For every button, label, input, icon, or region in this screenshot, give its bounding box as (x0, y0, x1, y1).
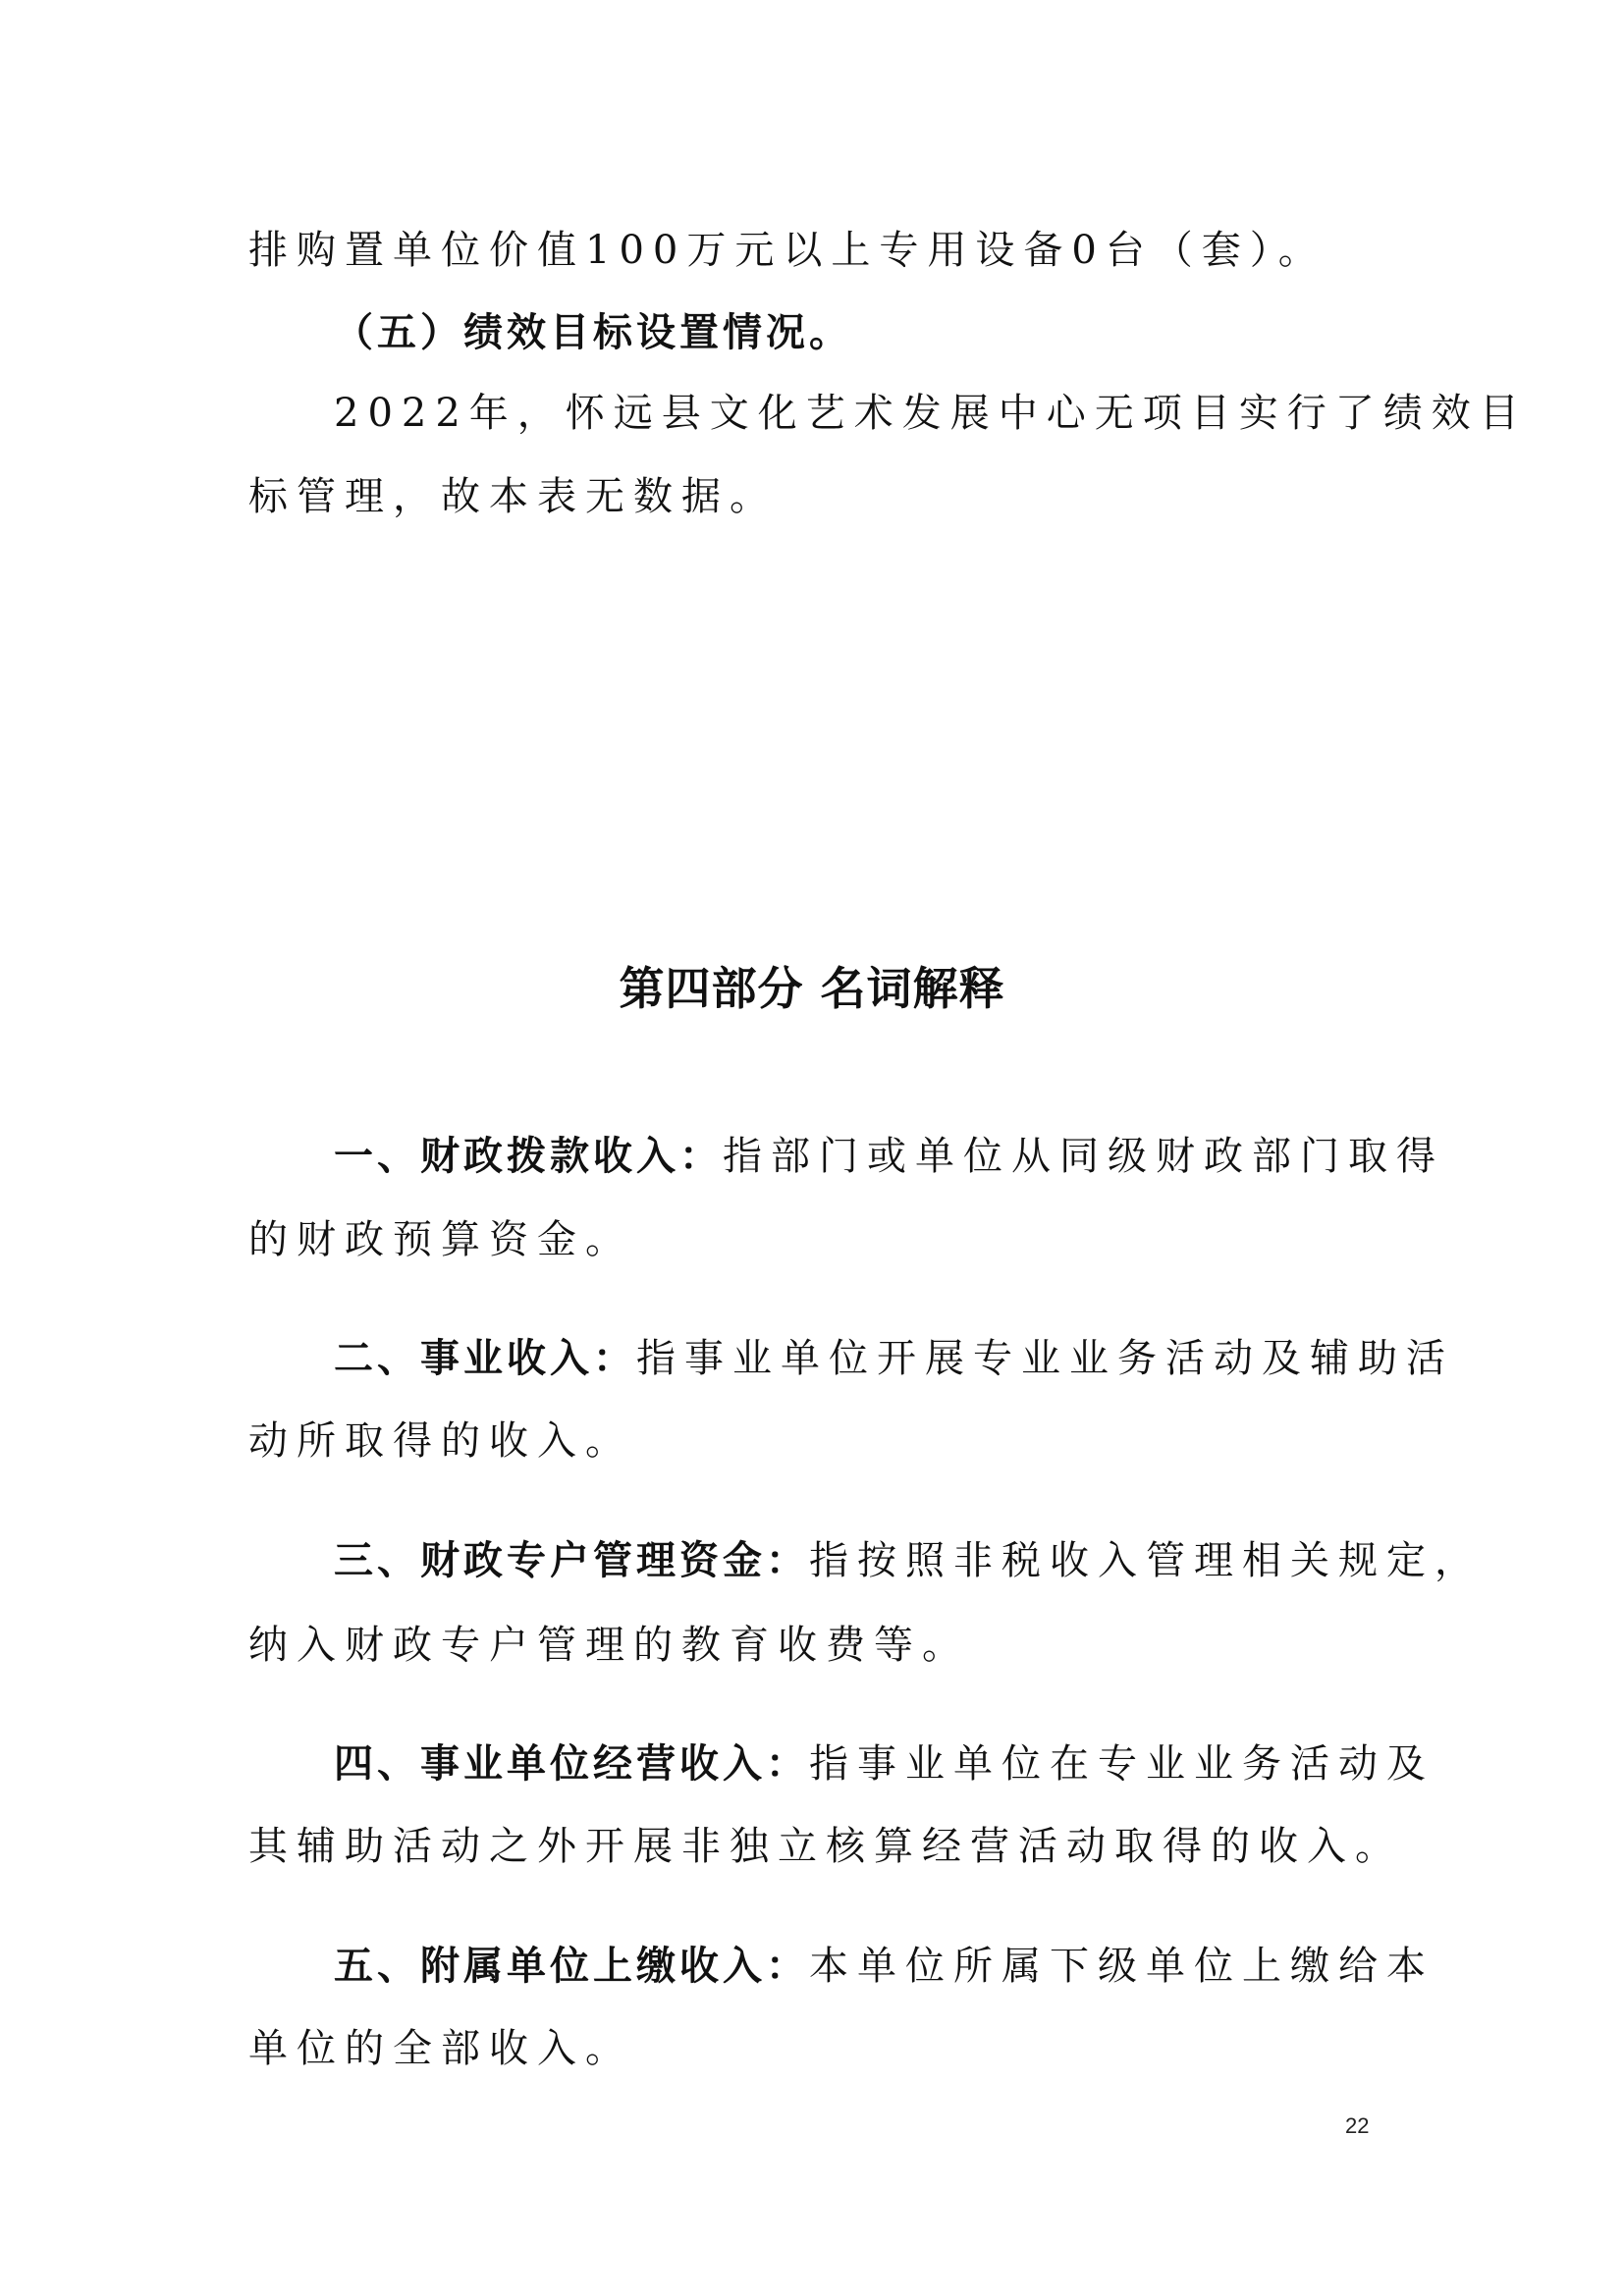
term-definition-line (334, 1134, 1444, 1179)
term-definition-line (334, 1741, 1435, 1787)
term-definition-continuation: 其辅助活动之外开展非独立核算经营活动取得的收入。 (248, 1824, 1403, 1869)
section-title: 第四部分 名词解释 (619, 962, 1005, 1015)
term-label: 一、财政拨款收入： (334, 1134, 723, 1179)
term-definition-continuation: 单位的全部收入。 (248, 2026, 633, 2071)
body-text-line: 标管理，故本表无数据。 (248, 474, 778, 519)
term-label: 三、财政专户管理资金： (334, 1538, 809, 1583)
term-definition-continuation: 纳入财政专户管理的教育收费等。 (248, 1623, 970, 1668)
subheading-performance-goals: （五）绩效目标设置情况。 (334, 310, 852, 355)
term-definition: 指按照非税收入管理相关规定， (809, 1538, 1483, 1583)
term-definition-line (334, 1538, 1483, 1583)
term-definition: 指事业单位开展专业业务活动及辅助活 (636, 1336, 1454, 1381)
body-text-line: 2022年，怀远县文化艺术发展中心无项目实行了绩效目 (334, 391, 1528, 436)
term-definition: 指事业单位在专业业务活动及 (809, 1741, 1435, 1787)
term-definition-line (334, 1336, 1454, 1381)
term-label: 四、事业单位经营收入： (334, 1741, 809, 1787)
term-label: 五、附属单位上缴收入： (334, 1944, 809, 1989)
page-number: 22 (1345, 2113, 1370, 2138)
term-definition-continuation: 动所取得的收入。 (248, 1418, 633, 1464)
term-definition: 本单位所属下级单位上缴给本 (809, 1944, 1435, 1989)
term-definition-line (334, 1944, 1435, 1989)
term-definition: 指部门或单位从同级财政部门取得 (723, 1134, 1444, 1179)
term-definition-continuation: 的财政预算资金。 (248, 1217, 633, 1262)
body-text-line: 排购置单位价值100万元以上专用设备0台（套）。 (248, 228, 1326, 273)
term-label: 二、事业收入： (334, 1336, 636, 1381)
